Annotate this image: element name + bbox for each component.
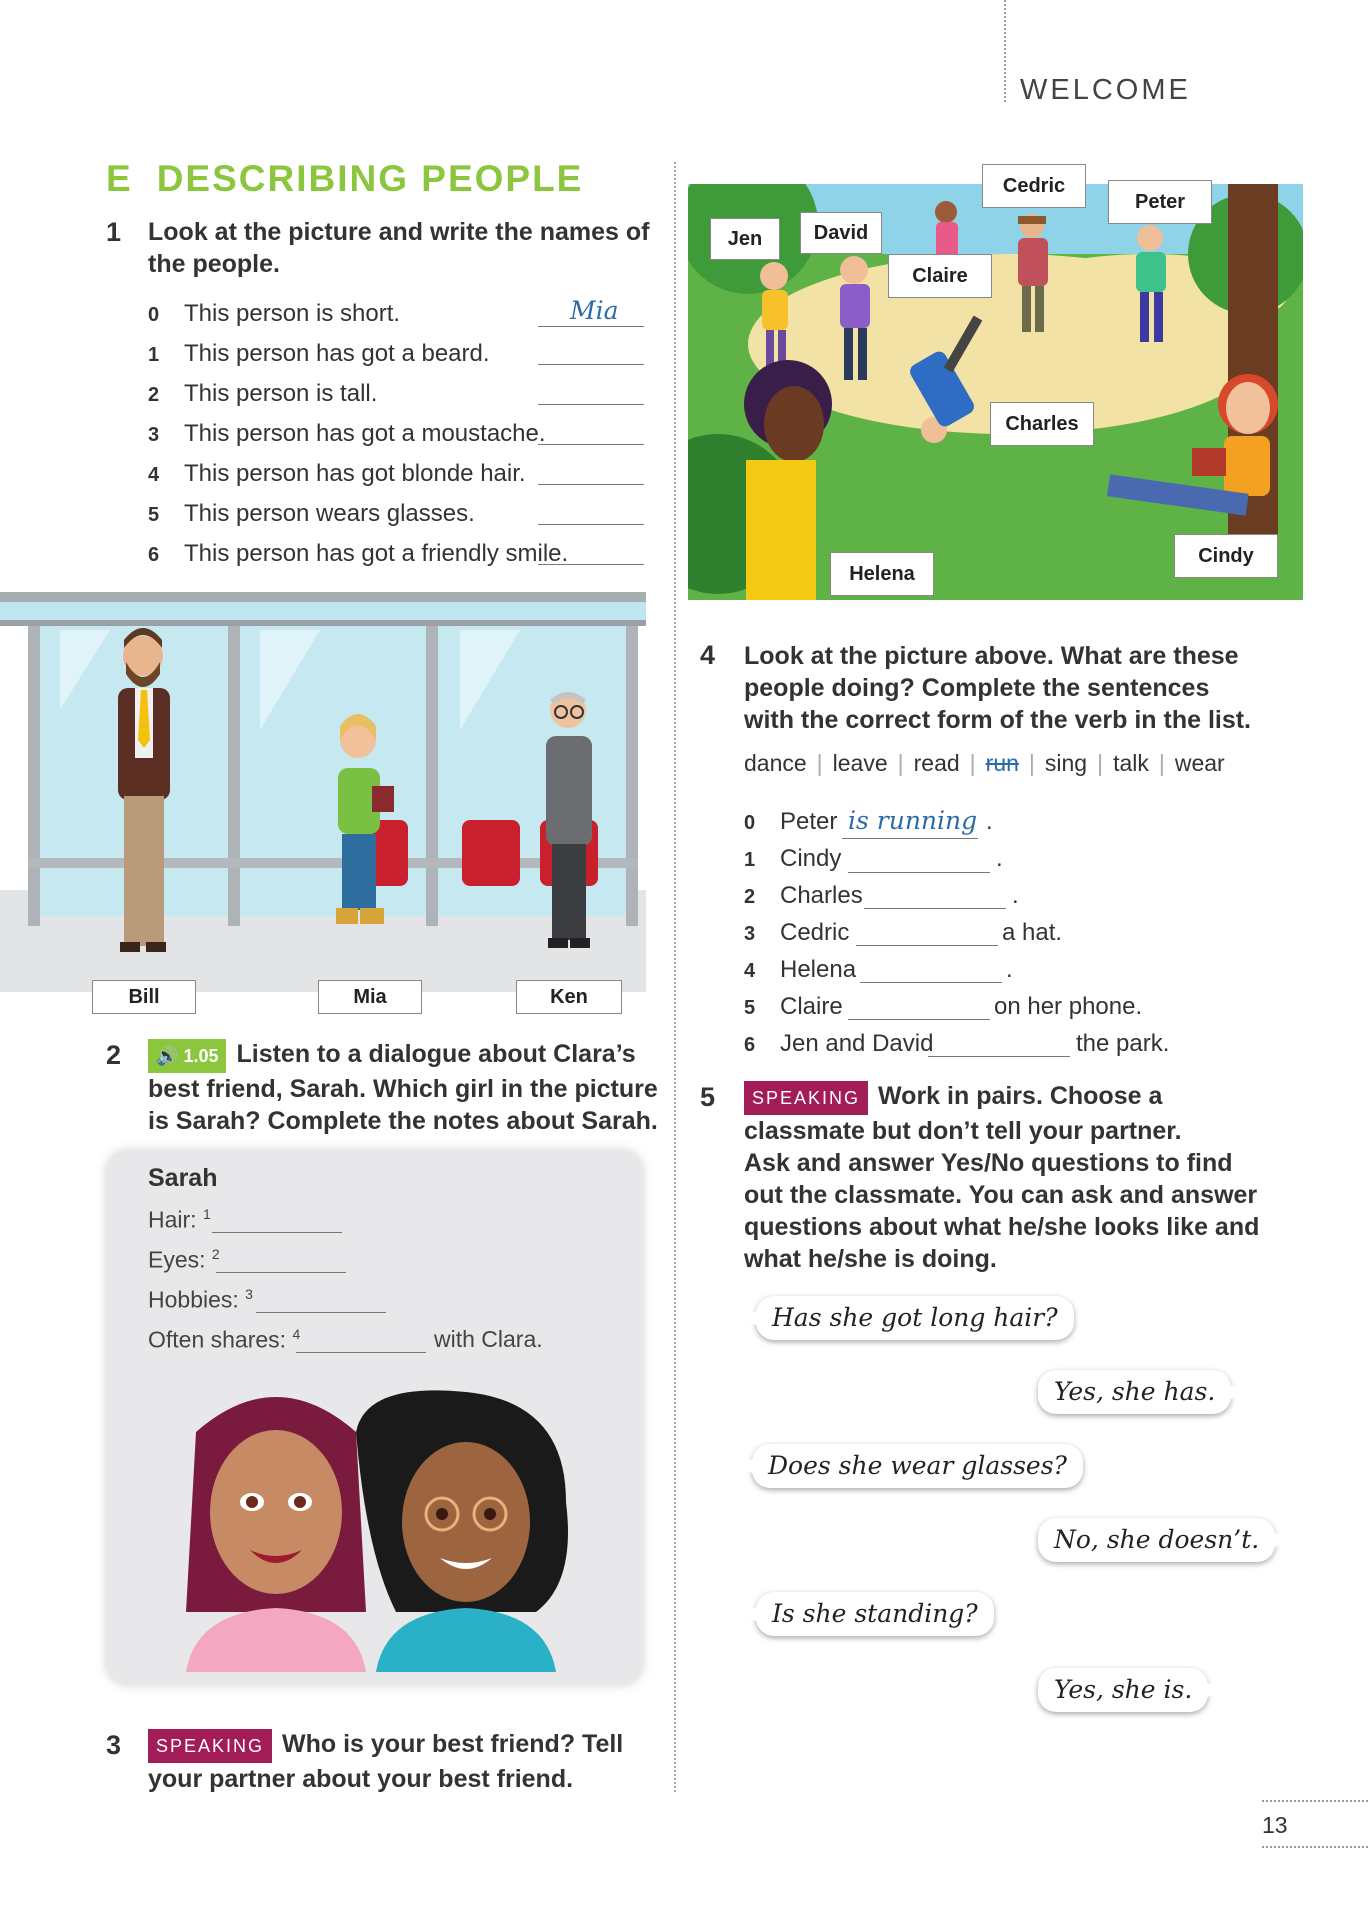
ex5-instruction-line: questions about what he/she looks like and: [744, 1213, 1260, 1241]
notes-shares: [148, 1326, 300, 1354]
notes-label: Hair:: [148, 1206, 197, 1233]
word: wear: [1174, 750, 1225, 776]
ex3-number: 3: [106, 1730, 122, 1760]
ex1-item: [148, 420, 546, 448]
ex5-instruction-line: what he/she is doing.: [744, 1245, 997, 1273]
speech-bubble-answer: Yes, she has.: [1038, 1370, 1231, 1414]
answer-blank[interactable]: [848, 1019, 990, 1020]
item-text: This person has got a beard.: [184, 340, 490, 367]
ex5-instruction-line: Ask and answer Yes/No questions to find: [744, 1149, 1233, 1177]
speech-bubble-answer: No, she doesn’t.: [1038, 1518, 1275, 1562]
notes-blank[interactable]: [216, 1272, 346, 1273]
person-label-charles: Charles: [990, 402, 1094, 446]
word: leave: [832, 750, 888, 776]
word: read: [913, 750, 960, 776]
person-label-helena: Helena: [830, 552, 934, 596]
ex3-instruction: [148, 1728, 623, 1795]
page-number-rule: [1262, 1800, 1368, 1802]
notes-label: Hobbies:: [148, 1286, 239, 1313]
header-divider: [1004, 0, 1006, 102]
ex1-item: [148, 300, 400, 328]
item-end: .: [1012, 882, 1019, 909]
ex4-number: 4: [700, 640, 716, 670]
item-number: 5: [148, 504, 160, 526]
item-text: This person wears glasses.: [184, 500, 475, 527]
notes-hobbies: [148, 1286, 253, 1314]
notes-label: Eyes:: [148, 1246, 206, 1273]
item-subject: Charles: [780, 882, 863, 909]
ex4-item: [744, 956, 856, 984]
item-text: This person is short.: [184, 300, 401, 327]
word: talk: [1113, 750, 1149, 776]
person-label-peter: Peter: [1108, 180, 1212, 224]
item-number: 2: [148, 384, 160, 406]
answer-blank[interactable]: [538, 404, 644, 405]
item-subject: Cindy: [780, 845, 842, 872]
answer-blank[interactable]: [538, 564, 644, 565]
speech-bubble-answer: Yes, she is.: [1038, 1668, 1208, 1712]
answer-blank[interactable]: [538, 364, 644, 365]
answer-blank[interactable]: [538, 484, 644, 485]
item-text: This person has got a friendly smile.: [184, 540, 569, 567]
answer-blank[interactable]: [856, 945, 998, 946]
ex4-instruction-line: with the correct form of the verb in the list.: [744, 706, 1252, 734]
item-number: 1: [148, 344, 160, 366]
ex5-number: 5: [700, 1082, 716, 1112]
ex1-item: [148, 500, 475, 528]
item-text: This person is tall.: [184, 380, 378, 407]
answer-text: Mia: [570, 296, 619, 325]
two-girls-illustration: [166, 1372, 586, 1672]
page-number: 13: [1262, 1812, 1288, 1838]
section-letter: E: [106, 158, 133, 199]
page-number-rule: [1262, 1846, 1368, 1848]
ex5-instruction-line: out the classmate. You can ask and answer: [744, 1181, 1258, 1209]
ex4-instruction-line: Look at the picture above. What are these: [744, 642, 1239, 670]
answer-blank[interactable]: [538, 444, 644, 445]
speaker-icon: 🔊: [156, 1046, 179, 1066]
superscript: 1: [202, 1206, 211, 1222]
notes-shares-end: with Clara.: [434, 1326, 543, 1352]
speech-bubble-question: Is she standing?: [756, 1592, 994, 1636]
ex4-item: [744, 993, 843, 1021]
item-end: .: [986, 808, 993, 835]
ex4-item: [744, 882, 863, 910]
answer-blank[interactable]: [928, 1056, 1070, 1057]
notes-blank[interactable]: [296, 1352, 426, 1353]
person-label-cedric: Cedric: [982, 164, 1086, 208]
item-end: on her phone.: [994, 993, 1143, 1020]
person-label-claire: Claire: [888, 254, 992, 298]
ex1-instruction-line: Look at the picture and write the names of: [148, 218, 650, 246]
person-label-ken: Ken: [516, 980, 622, 1014]
verb-word-list: dance | leave | read | run | sing | talk | wear: [744, 750, 1225, 776]
answer-blank[interactable]: [538, 524, 644, 525]
item-number: 6: [744, 1034, 756, 1056]
section-header: WELCOME: [1020, 74, 1191, 106]
item-end: .: [996, 845, 1003, 872]
item-subject: Peter: [780, 808, 838, 835]
item-subject: Claire: [780, 993, 843, 1020]
notes-blank[interactable]: [212, 1232, 342, 1233]
ex4-item: [744, 808, 837, 836]
answer-text: is running: [848, 806, 978, 835]
ex5-instruction-line: classmate but don’t tell your partner.: [744, 1117, 1182, 1145]
person-label-jen: Jen: [710, 218, 780, 260]
person-label-cindy: Cindy: [1174, 534, 1278, 578]
ex5-instruction: [744, 1080, 1259, 1275]
sarah-notes-card: [106, 1150, 643, 1685]
notes-title: Sarah: [148, 1164, 218, 1192]
ex3-instruction-line: your partner about your best friend.: [148, 1765, 574, 1793]
section-title-text: DESCRIBING PEOPLE: [156, 158, 584, 199]
person-label-david: David: [800, 212, 882, 254]
ex1-item: [148, 380, 377, 408]
item-end: a hat.: [1002, 919, 1063, 946]
speech-bubble-question: Has she got long hair?: [756, 1296, 1074, 1340]
ex3-instruction-line: Who is your best friend? Tell: [282, 1730, 624, 1758]
ex2-instruction: [148, 1038, 658, 1137]
superscript: 2: [211, 1246, 220, 1262]
item-number: 4: [744, 960, 756, 982]
item-end: the park.: [1076, 1030, 1170, 1057]
superscript: 3: [245, 1286, 253, 1302]
item-subject: Helena: [780, 956, 857, 983]
ex1-item: [148, 460, 526, 488]
speaking-tag: SPEAKING: [744, 1081, 868, 1115]
ex4-item: [744, 919, 849, 947]
person-label-bill: Bill: [92, 980, 196, 1014]
answer-blank[interactable]: [848, 872, 990, 873]
item-text: This person has got a moustache.: [184, 420, 546, 447]
audio-track-badge[interactable]: [148, 1039, 226, 1073]
bus-stop-illustration: [0, 590, 646, 992]
notes-blank[interactable]: [256, 1312, 386, 1313]
item-number: 5: [744, 997, 756, 1019]
item-number: 1: [744, 849, 756, 871]
ex4-item: [744, 1030, 933, 1058]
item-number: 0: [744, 812, 756, 834]
ex4-item: [744, 845, 841, 873]
ex4-instruction-line: people doing? Complete the sentences: [744, 674, 1210, 702]
answer-blank[interactable]: [538, 326, 644, 327]
item-text: This person has got blonde hair.: [184, 460, 526, 487]
answer-blank[interactable]: [842, 838, 978, 839]
person-label-mia: Mia: [318, 980, 422, 1014]
ex1-item: [148, 540, 568, 568]
item-number: 4: [148, 464, 160, 486]
item-number: 3: [744, 923, 756, 945]
word: sing: [1044, 750, 1088, 776]
ex1-number: 1: [106, 217, 122, 247]
item-subject: Jen and David: [780, 1030, 934, 1057]
notes-hair: [148, 1206, 211, 1234]
item-number: 3: [148, 424, 160, 446]
notes-label: Often shares:: [148, 1326, 287, 1353]
speech-bubble-question: Does she wear glasses?: [752, 1444, 1083, 1488]
word-crossed-out: run: [985, 750, 1019, 776]
answer-blank[interactable]: [860, 982, 1002, 983]
notes-eyes: [148, 1246, 220, 1274]
ex4-instruction: [744, 640, 1251, 736]
answer-blank[interactable]: [864, 908, 1006, 909]
ex2-number: 2: [106, 1040, 122, 1070]
ex2-instruction-line: best friend, Sarah. Which girl in the picture: [148, 1075, 658, 1103]
column-divider: [674, 162, 676, 1792]
item-number: 0: [148, 304, 160, 326]
speaking-tag: SPEAKING: [148, 1729, 272, 1763]
item-number: 6: [148, 544, 160, 566]
item-subject: Cedric: [780, 919, 850, 946]
ex1-instruction-line: the people.: [148, 250, 280, 278]
ex2-instruction-line: Listen to a dialogue about Clara’s: [236, 1040, 636, 1068]
section-title: [106, 158, 583, 200]
item-end: .: [1006, 956, 1013, 983]
word: dance: [744, 750, 807, 776]
ex1-instruction: [148, 216, 649, 280]
item-number: 2: [744, 886, 756, 908]
audio-track-number: 1.05: [183, 1046, 219, 1066]
ex1-item: [148, 340, 490, 368]
superscript: 4: [292, 1326, 301, 1342]
ex2-instruction-line: is Sarah? Complete the notes about Sarah.: [148, 1107, 658, 1135]
ex5-instruction-line: Work in pairs. Choose a: [878, 1082, 1163, 1110]
